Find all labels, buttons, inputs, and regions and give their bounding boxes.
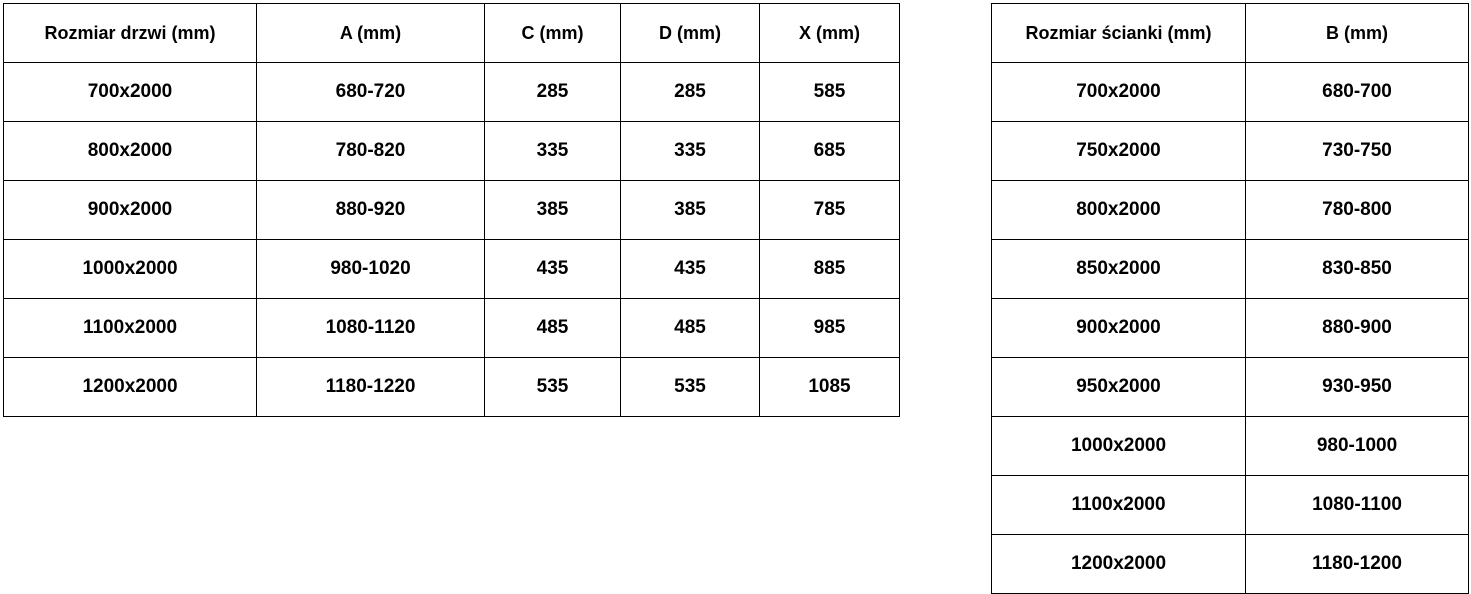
table-header-row xyxy=(992,4,1469,63)
cell-c: 285 xyxy=(485,63,621,122)
table-row xyxy=(992,122,1469,181)
doors-table-body xyxy=(4,63,900,417)
cell-x: 985 xyxy=(760,299,900,358)
cell-wall-size: 950x2000 xyxy=(992,358,1246,417)
column-header-d: D (mm) xyxy=(621,4,760,63)
table-row xyxy=(4,63,900,122)
doors-table-header xyxy=(4,4,900,63)
table-row xyxy=(4,299,900,358)
table-row xyxy=(992,535,1469,594)
cell-door-size: 900x2000 xyxy=(4,181,257,240)
column-header-x: X (mm) xyxy=(760,4,900,63)
cell-x: 785 xyxy=(760,181,900,240)
cell-door-size: 700x2000 xyxy=(4,63,257,122)
table-row xyxy=(992,299,1469,358)
column-header-b: B (mm) xyxy=(1246,4,1469,63)
cell-d: 385 xyxy=(621,181,760,240)
cell-d: 535 xyxy=(621,358,760,417)
cell-wall-size: 850x2000 xyxy=(992,240,1246,299)
table-row xyxy=(4,181,900,240)
cell-b: 930-950 xyxy=(1246,358,1469,417)
cell-a: 980-1020 xyxy=(257,240,485,299)
cell-door-size: 1200x2000 xyxy=(4,358,257,417)
cell-a: 780-820 xyxy=(257,122,485,181)
table-row xyxy=(992,417,1469,476)
cell-x: 885 xyxy=(760,240,900,299)
cell-b: 730-750 xyxy=(1246,122,1469,181)
cell-b: 780-800 xyxy=(1246,181,1469,240)
table-row xyxy=(992,476,1469,535)
column-header-c: C (mm) xyxy=(485,4,621,63)
cell-x: 685 xyxy=(760,122,900,181)
wall-table-header xyxy=(992,4,1469,63)
cell-b: 680-700 xyxy=(1246,63,1469,122)
cell-b: 1080-1100 xyxy=(1246,476,1469,535)
cell-door-size: 800x2000 xyxy=(4,122,257,181)
cell-door-size: 1100x2000 xyxy=(4,299,257,358)
table-row xyxy=(992,181,1469,240)
table-row xyxy=(4,122,900,181)
cell-door-size: 1000x2000 xyxy=(4,240,257,299)
cell-b: 880-900 xyxy=(1246,299,1469,358)
cell-a: 1180-1220 xyxy=(257,358,485,417)
cell-wall-size: 1200x2000 xyxy=(992,535,1246,594)
cell-wall-size: 800x2000 xyxy=(992,181,1246,240)
cell-a: 880-920 xyxy=(257,181,485,240)
cell-c: 385 xyxy=(485,181,621,240)
cell-a: 1080-1120 xyxy=(257,299,485,358)
cell-d: 335 xyxy=(621,122,760,181)
wall-table-body xyxy=(992,63,1469,594)
cell-d: 285 xyxy=(621,63,760,122)
cell-d: 485 xyxy=(621,299,760,358)
cell-wall-size: 1100x2000 xyxy=(992,476,1246,535)
table-row xyxy=(4,240,900,299)
doors-dimensions-table xyxy=(3,3,900,417)
table-header-row xyxy=(4,4,900,63)
cell-x: 1085 xyxy=(760,358,900,417)
column-header-wall-size: Rozmiar ścianki (mm) xyxy=(992,4,1246,63)
table-row xyxy=(992,358,1469,417)
cell-wall-size: 750x2000 xyxy=(992,122,1246,181)
cell-a: 680-720 xyxy=(257,63,485,122)
cell-c: 335 xyxy=(485,122,621,181)
cell-c: 435 xyxy=(485,240,621,299)
cell-b: 980-1000 xyxy=(1246,417,1469,476)
cell-wall-size: 1000x2000 xyxy=(992,417,1246,476)
cell-wall-size: 900x2000 xyxy=(992,299,1246,358)
cell-d: 435 xyxy=(621,240,760,299)
cell-b: 830-850 xyxy=(1246,240,1469,299)
cell-x: 585 xyxy=(760,63,900,122)
table-row xyxy=(4,358,900,417)
cell-wall-size: 700x2000 xyxy=(992,63,1246,122)
column-header-a: A (mm) xyxy=(257,4,485,63)
cell-c: 485 xyxy=(485,299,621,358)
wall-dimensions-table xyxy=(991,3,1469,594)
table-row xyxy=(992,240,1469,299)
column-header-door-size: Rozmiar drzwi (mm) xyxy=(4,4,257,63)
cell-c: 535 xyxy=(485,358,621,417)
cell-b: 1180-1200 xyxy=(1246,535,1469,594)
table-row xyxy=(992,63,1469,122)
